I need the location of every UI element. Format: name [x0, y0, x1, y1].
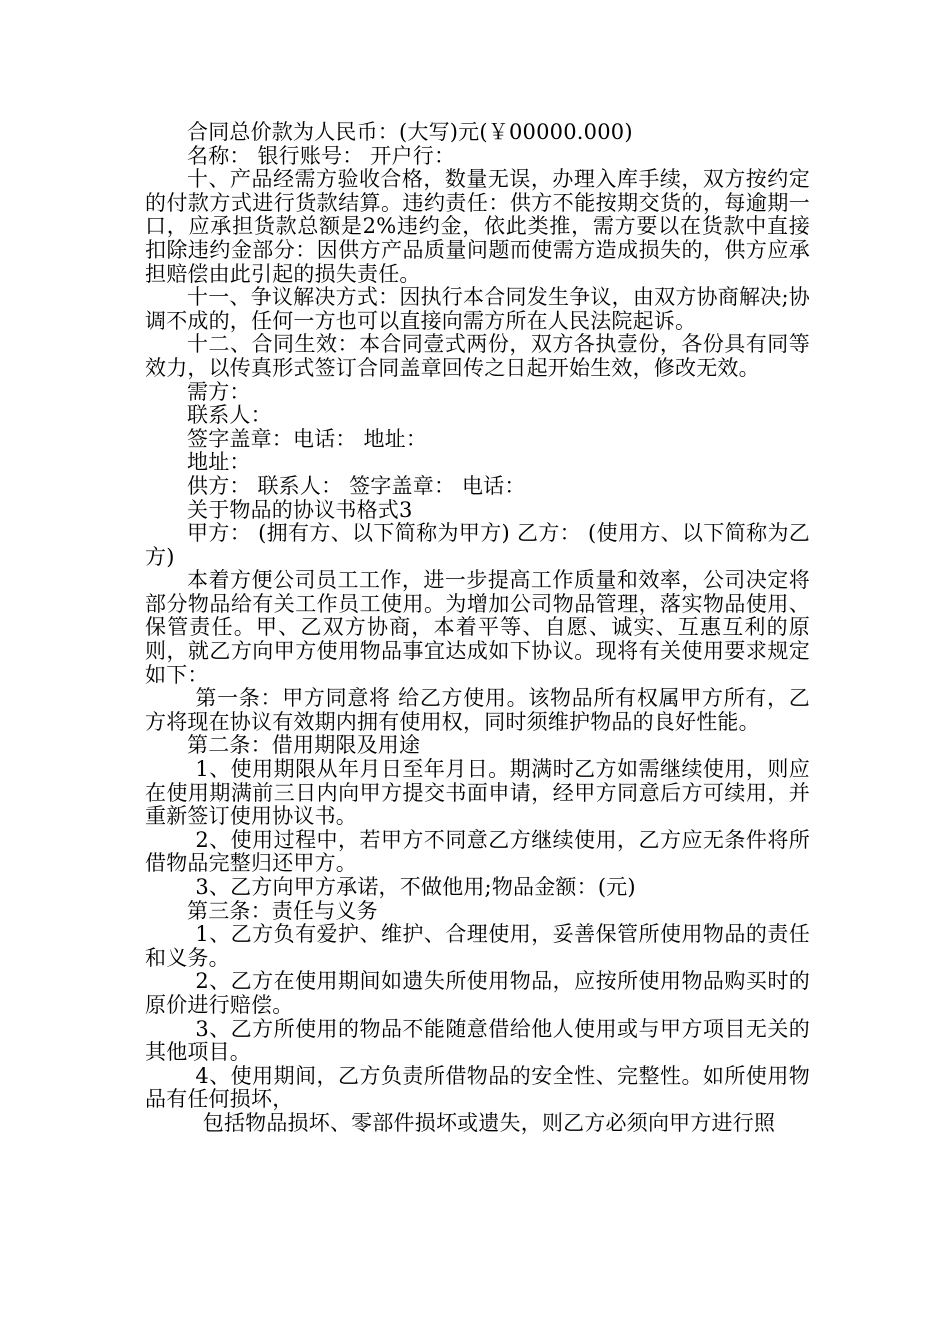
paragraph-clause-10: 十、产品经需方验收合格，数量无误，办理入库手续，双方按约定的付款方式进行货款结算。违约责任：供方不能按期交货的，每逾期一口，应承担货款总额是2%违约金，依此类推，需方要以在货款中直接扣除违约金部分：因供方产品质量问题而使需方造成损失的，供方应承担赔偿由此引起的损失责任。: [145, 167, 810, 286]
paragraph-article-3-item-3: 3、乙方所使用的物品不能随意借给他人使用或与甲方项目无关的其他项目。: [145, 1016, 810, 1065]
document-body: [145, 121, 810, 1136]
paragraph-article-3-heading: 第三条：责任与义务: [187, 898, 378, 923]
paragraph-preamble: 本着方便公司员工工作，进一步提高工作质量和效率，公司决定将部分物品给有关工作员工使用。为增加公司物品管理，落实物品使用、保管责任。甲、乙双方协商，本着平等、自愿、诚实、互惠互利的原则，就乙方向甲方使用物品事宜达成如下协议。现将有关使用要求规定如下：: [145, 568, 810, 687]
paragraph-signature-phone-address: 签字盖章：电话： 地址：: [187, 426, 428, 451]
paragraph-supplier: 供方： 联系人： 签字盖章： 电话：: [187, 473, 526, 498]
paragraph-article-3-item-4-continued: 包括物品损坏、零部件损坏或遗失，则乙方必须向甲方进行照: [202, 1110, 776, 1135]
paragraph-clause-12: 十二、合同生效：本合同壹式两份，双方各执壹份，各份具有同等效力，以传真形式签订合同盖章回传之日起开始生效，修改无效。: [145, 332, 810, 380]
paragraph-buyer: 需方：: [187, 379, 251, 404]
paragraph-article-3-item-1: 1、乙方负有爱护、维护、合理使用，妥善保管所使用物品的责任和义务。: [145, 922, 810, 970]
paragraph-article-2-item-3: 3、乙方向甲方承诺，不做他用;物品金额：(元): [195, 875, 636, 899]
paragraph-article-2-item-2: 2、使用过程中，若甲方不同意乙方继续使用，乙方应无条件将所借物品完整归还甲方。: [145, 827, 810, 876]
paragraph-article-2-heading: 第二条：借用期限及用途: [187, 733, 421, 758]
paragraph-article-3-item-2: 2、乙方在使用期间如遗失所使用物品，应按所使用物品购买时的原价进行赔偿。: [145, 969, 810, 1017]
section-heading: 关于物品的协议书格式3: [187, 497, 413, 522]
paragraph-address: 地址：: [187, 450, 251, 475]
paragraph-clause-11: 十一、争议解决方式：因执行本合同发生争议，由双方协商解决;协调不成的，任何一方也可以直接向需方所在人民法院起诉。: [145, 285, 810, 333]
paragraph-article-3-item-4: 4、使用期间，乙方负责所借物品的安全性、完整性。如所使用物品有任何损坏，: [145, 1063, 810, 1112]
paragraph-parties: 甲方： (拥有方、以下简称为甲方) 乙方： (使用方、以下简称为乙方): [145, 521, 810, 569]
paragraph-article-2-item-1: 1、使用期限从年月日至年月日。期满时乙方如需继续使用，则应在使用期满前三日内向甲方提交书面申请，经甲方同意后方可续用，并重新签订使用协议书。: [145, 757, 810, 829]
paragraph-article-1: 第一条：甲方同意将 给乙方使用。该物品所有权属甲方所有，乙方将现在协议有效期内拥有使用权，同时须维护物品的良好性能。: [145, 686, 810, 734]
paragraph-total-price: 合同总价款为人民币：(大写)元(￥00000.000): [187, 120, 633, 144]
paragraph-contact: 联系人：: [187, 403, 272, 428]
paragraph-bank-info: 名称： 银行账号： 开户行：: [187, 143, 456, 168]
